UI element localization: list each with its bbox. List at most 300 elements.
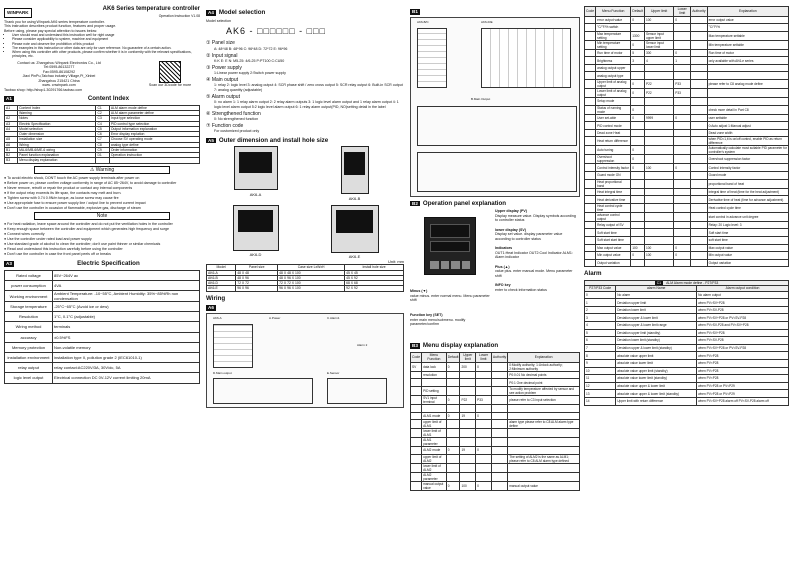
table-cell: Heat derivative time bbox=[596, 196, 631, 204]
table-cell: 100 bbox=[460, 481, 476, 490]
note-item-text: Don't use the controller in case the front panel peels off or breaks bbox=[7, 252, 111, 257]
table-row bbox=[585, 375, 789, 383]
table-cell: Brightness bbox=[596, 57, 631, 65]
table-cell bbox=[585, 172, 596, 180]
table-row bbox=[585, 155, 789, 164]
table-cell bbox=[446, 463, 460, 472]
table-cell: Min temperature settable bbox=[707, 40, 788, 49]
table-row bbox=[585, 329, 789, 337]
table-row bbox=[585, 259, 789, 267]
table-row bbox=[585, 188, 789, 196]
table-cell bbox=[476, 463, 492, 472]
device-images bbox=[206, 146, 404, 259]
table-cell bbox=[476, 386, 492, 395]
warning-item-text: Never remove, retrofit or repair the product or contact any internal components bbox=[7, 185, 133, 190]
table-cell bbox=[707, 89, 788, 98]
table-cell: Upper limit with return difference bbox=[616, 397, 697, 405]
page-title: AK6 Series temperature controller bbox=[102, 6, 200, 12]
table-cell bbox=[691, 40, 707, 49]
table-row bbox=[411, 463, 580, 472]
table-cell bbox=[674, 179, 691, 188]
table-cell: 96 X 96 bbox=[236, 286, 278, 291]
model-option bbox=[206, 94, 404, 109]
wiring-heading: Wiring bbox=[206, 294, 226, 302]
table-cell bbox=[585, 244, 596, 252]
table-cell bbox=[631, 122, 645, 130]
table-cell: accuracy bbox=[5, 332, 53, 342]
qr-code-icon bbox=[159, 61, 181, 83]
table-row bbox=[5, 332, 200, 342]
table-cell bbox=[476, 420, 492, 429]
table-cell bbox=[476, 429, 492, 438]
table-cell: 0 bbox=[631, 114, 645, 122]
table-cell bbox=[585, 179, 596, 188]
table-cell bbox=[446, 420, 460, 429]
table-row bbox=[411, 481, 580, 490]
table-cell: Operation instruction bbox=[109, 153, 199, 158]
table-cell bbox=[109, 158, 199, 163]
option-number: ④ bbox=[206, 77, 211, 84]
table-cell bbox=[491, 463, 507, 472]
table-cell: terminals bbox=[53, 322, 200, 332]
column-header: Code bbox=[411, 353, 422, 363]
table-row bbox=[585, 367, 789, 375]
table-cell bbox=[585, 188, 596, 196]
table-cell bbox=[674, 31, 691, 40]
model-heading: A4 Model selection bbox=[208, 9, 266, 16]
note-item bbox=[4, 242, 200, 246]
table-cell bbox=[585, 57, 596, 65]
table-cell bbox=[631, 212, 645, 221]
column-header: Explanation bbox=[707, 7, 788, 17]
table-cell: integral time of heat (time for the heat adjustment) bbox=[707, 188, 788, 196]
table-cell bbox=[460, 463, 476, 472]
warning-item bbox=[4, 201, 200, 205]
table-row bbox=[5, 312, 200, 322]
table-cell: 4VA bbox=[53, 280, 200, 290]
table-header bbox=[585, 7, 789, 17]
bullet-icon: ● bbox=[4, 190, 8, 195]
bullet-icon: ● bbox=[4, 232, 8, 237]
note-item bbox=[4, 252, 200, 256]
table-cell: Setup mode bbox=[596, 98, 631, 106]
bullet-icon: ● bbox=[4, 175, 8, 180]
table-cell bbox=[411, 481, 422, 490]
table-cell: when PID=1,it is on/off control, enable PID as return difference bbox=[707, 137, 788, 146]
bullet-icon: ● bbox=[4, 227, 8, 232]
company-web[interactable]: www. cnwinpark.com bbox=[42, 83, 76, 88]
table-cell: B3 bbox=[5, 158, 18, 163]
option-detail: 0: no alarm 1: 1 relay alarm output 2: 2 relay alarm outputs 3: 1 logic level alarm output and 1 relay alarm output 4: 1 logic level alarm output 5:2 logic level alarm output 6: 1 relay alarm output(PID, NO)setting detail in the label bbox=[214, 100, 399, 109]
table-cell bbox=[631, 72, 645, 80]
table-cell: °C/°F/% bbox=[707, 24, 788, 32]
table-cell: Input type selection bbox=[109, 116, 199, 121]
table-cell: Panel function explanation bbox=[18, 153, 96, 158]
warning-item-text: If the output relay exceeds its life span, the contacts may melt and burn. bbox=[7, 190, 122, 195]
table-cell: Overshoot suppression factor bbox=[707, 155, 788, 164]
table-cell: 45 X 92 bbox=[345, 275, 404, 280]
table-cell: 0 bbox=[446, 447, 460, 455]
model-option bbox=[206, 40, 404, 51]
table-cell bbox=[96, 158, 109, 163]
table-cell: Content Index bbox=[18, 105, 96, 110]
table-cell: SV1 input terminal bbox=[422, 395, 447, 404]
table-cell: 8 bbox=[585, 352, 616, 360]
table-row bbox=[5, 158, 200, 163]
table-row bbox=[411, 412, 580, 420]
table-cell bbox=[691, 229, 707, 237]
intro-bullet: • Please note and observe the prohibition of this product bbox=[12, 42, 200, 46]
table-cell bbox=[691, 114, 707, 122]
header-block bbox=[4, 6, 200, 18]
notes-list bbox=[4, 222, 200, 256]
menu-heading: B3 Menu display explanation bbox=[412, 342, 499, 350]
table-cell: Error display explation bbox=[109, 132, 199, 137]
table-cell: start control in advance unit degree bbox=[707, 212, 788, 221]
table-cell: PID control mode bbox=[596, 122, 631, 130]
table-cell: 0 bbox=[631, 80, 645, 89]
table-cell bbox=[460, 379, 476, 387]
table-cell bbox=[585, 212, 596, 221]
table-cell: 0:Modify authority; 1:Unlock authority; 2:Minimum authority bbox=[508, 362, 580, 371]
table-cell: Sensor input lower limit bbox=[645, 40, 674, 49]
table-row bbox=[5, 270, 200, 280]
table-cell: Heat control cycle time bbox=[596, 203, 631, 212]
table-cell bbox=[476, 438, 492, 447]
intro-bullet: • The examples in this instruction or other data are only for user reference. No guarantee of a certain action. bbox=[12, 46, 200, 50]
option-detail: For customized product only bbox=[214, 129, 260, 134]
table-row bbox=[585, 72, 789, 80]
table-cell bbox=[674, 98, 691, 106]
table-cell: AK6-B bbox=[207, 275, 236, 280]
table-cell bbox=[411, 463, 422, 472]
table-cell bbox=[645, 64, 674, 72]
table-cell: ALM alarm parameter define bbox=[109, 111, 199, 116]
table-cell bbox=[446, 438, 460, 447]
table-cell: absolute value upper limit (standby) bbox=[616, 367, 697, 375]
table-cell: 13 bbox=[585, 390, 616, 398]
table-cell bbox=[411, 371, 422, 379]
pv-display bbox=[430, 224, 470, 238]
table-cell: C5 bbox=[96, 126, 109, 131]
note-item-text: Connect wires correctly bbox=[7, 232, 45, 237]
option-detail: 0: No strengthened function bbox=[214, 116, 259, 121]
table-cell: To modify temperature affected by sensor and see action problem bbox=[508, 386, 580, 395]
column-header: Upper limit bbox=[645, 7, 674, 17]
table-cell bbox=[446, 379, 460, 387]
panel-buttons bbox=[430, 261, 470, 269]
sv-display bbox=[430, 241, 470, 252]
table-row bbox=[585, 137, 789, 146]
table-cell: Guard mode ON bbox=[596, 172, 631, 180]
callout-indicators: Indicators OUT1:Heat Indicator OUT2:Cool Indicator ALM1: Alarm indicator bbox=[495, 246, 573, 260]
table-cell: when PV<SV-P28 bbox=[697, 306, 789, 314]
note-item bbox=[4, 222, 200, 226]
table-cell: Outer dimension bbox=[18, 132, 96, 137]
table-cell: Resolution bbox=[5, 312, 53, 322]
table-cell bbox=[491, 404, 507, 412]
model-label: Model selection bbox=[206, 18, 231, 23]
warning-item-text: Tighten screw with 0.74 0.9N/m torque, as loose screw may cause fire bbox=[7, 195, 119, 200]
table-cell: 1 bbox=[585, 299, 616, 307]
table-cell: P33 bbox=[476, 395, 492, 404]
table-cell bbox=[585, 105, 596, 114]
menu-table bbox=[410, 352, 580, 490]
table-cell: 0 bbox=[476, 481, 492, 490]
table-cell: 92 X 92 bbox=[345, 286, 404, 291]
table-cell bbox=[631, 196, 645, 204]
table-cell bbox=[585, 40, 596, 49]
table-cell: ALM2 parameter bbox=[422, 472, 447, 481]
column-header: Authority bbox=[491, 353, 507, 363]
callout-set: Function key (SET) enter main menu/submenu. modify parameter/confirm bbox=[410, 313, 466, 327]
option-title: Panel size bbox=[211, 40, 235, 47]
table-cell bbox=[674, 212, 691, 221]
table-cell: 0 bbox=[631, 89, 645, 98]
wiring-diagram-ak6bcde: AK6-B/C AK6-D/E B.Main Output bbox=[410, 17, 580, 197]
table-cell: AK6-D bbox=[207, 281, 236, 286]
table-row bbox=[585, 16, 789, 24]
table-cell bbox=[411, 404, 422, 412]
table-cell: A4 bbox=[5, 126, 18, 131]
table-row bbox=[585, 105, 789, 114]
table-cell: 19 bbox=[460, 447, 476, 455]
column-header: Model bbox=[207, 265, 236, 270]
table-cell: 10 bbox=[585, 367, 616, 375]
table-cell bbox=[674, 122, 691, 130]
table-cell bbox=[691, 24, 707, 32]
table-cell bbox=[585, 72, 596, 80]
option-number: ⑤ bbox=[206, 93, 211, 100]
table-cell bbox=[691, 196, 707, 204]
table-cell: Memory protection bbox=[5, 342, 53, 352]
table-cell: installation type II, pollution grade 2 (IEC61010-1) bbox=[53, 352, 200, 362]
table-cell: Warning bbox=[18, 111, 96, 116]
note-item-text: Use the controller under rated load and power supply bbox=[7, 237, 92, 242]
table-cell bbox=[491, 379, 507, 387]
table-cell: alarm type please refer to C8 ALM alarm type define bbox=[508, 420, 580, 429]
table-cell: Run time of motor bbox=[596, 49, 631, 57]
table-cell bbox=[411, 420, 422, 429]
table-row bbox=[585, 252, 789, 260]
table-cell: ALM2 mode bbox=[422, 447, 447, 455]
table-cell: Min output value bbox=[596, 252, 631, 260]
table-cell: Upper limit of analog output bbox=[596, 80, 631, 89]
device-ak6-b: AK6-B bbox=[310, 146, 400, 200]
table-cell bbox=[446, 454, 460, 463]
table-cell: C4 bbox=[96, 121, 109, 126]
column-panel bbox=[410, 6, 580, 491]
table-cell bbox=[508, 472, 580, 481]
table-cell: Deviation upper limit (standby) bbox=[616, 329, 697, 337]
table-cell bbox=[631, 24, 645, 32]
table-row bbox=[5, 352, 200, 362]
table-cell: 48 X 48 bbox=[236, 270, 278, 275]
table-cell bbox=[476, 371, 492, 379]
table-cell: 100 bbox=[645, 244, 674, 252]
alarm-table bbox=[584, 280, 789, 405]
model-items bbox=[206, 40, 404, 133]
callout-sv: lower display (SV) Display set value. display parameter value according to controller status bbox=[495, 227, 563, 241]
table-cell bbox=[460, 371, 476, 379]
callout-pv: Upper display (PV) Display measure value. Display symbols according to controller status bbox=[495, 209, 576, 223]
table-cell: No alarm bbox=[616, 291, 697, 299]
column-header: Install hole size bbox=[345, 265, 404, 270]
note-item-text: For heat radiation, leave space around the controller and do not put the ventilation holes in the controller bbox=[7, 222, 173, 227]
table-cell bbox=[691, 89, 707, 98]
table-cell: Min output value bbox=[707, 252, 788, 260]
table-cell: manual output value bbox=[508, 481, 580, 490]
option-detail: K:K E: E N: M5-25: 4/6-25 P:PT100 C:CU50 bbox=[214, 58, 285, 63]
table-cell: Deviation upper limit bbox=[616, 299, 697, 307]
taobao-link[interactable]: Taobao shop: http://shop1.30291766.taobao.com bbox=[4, 87, 83, 92]
column-header: Upper limit bbox=[460, 353, 476, 363]
table-cell: analog type define bbox=[109, 142, 199, 147]
table-row bbox=[585, 237, 789, 245]
table-cell: Sensor input upper limit bbox=[645, 31, 674, 40]
table-cell: ALM alarm mode define bbox=[109, 105, 199, 110]
table-cell: Deviation lower limit bbox=[616, 306, 697, 314]
table-row bbox=[585, 172, 789, 180]
warning-item bbox=[4, 196, 200, 200]
table-row bbox=[585, 49, 789, 57]
note-item bbox=[4, 237, 200, 241]
table-cell: 100 bbox=[645, 164, 674, 172]
params-table bbox=[584, 6, 789, 267]
table-cell: C2 bbox=[96, 111, 109, 116]
table-row bbox=[411, 429, 580, 438]
table-cell bbox=[645, 203, 674, 212]
table-row bbox=[411, 472, 580, 481]
column-model bbox=[206, 6, 404, 410]
table-cell bbox=[674, 64, 691, 72]
table-cell bbox=[491, 454, 507, 463]
table-cell: when PV<P28 bbox=[697, 359, 789, 367]
table-cell: Deviation upper & lower limit range bbox=[616, 322, 697, 330]
table-row bbox=[411, 395, 580, 404]
table-cell: 3 bbox=[585, 314, 616, 322]
spec-table bbox=[4, 270, 200, 384]
table-row bbox=[585, 314, 789, 322]
warning-item bbox=[4, 206, 200, 210]
table-cell bbox=[645, 129, 674, 137]
table-cell bbox=[476, 379, 492, 387]
note-item-text: Keep enough space between the controller and equipment which generates high frequency and surge bbox=[7, 227, 170, 232]
table-cell bbox=[691, 57, 707, 65]
table-cell bbox=[491, 429, 507, 438]
table-cell bbox=[645, 137, 674, 146]
column-header: Alarm output condition bbox=[697, 286, 789, 291]
dims-table bbox=[206, 264, 404, 291]
table-cell bbox=[491, 438, 507, 447]
table-cell bbox=[691, 172, 707, 180]
table-cell: 0 bbox=[446, 481, 460, 490]
table-cell: Guard mode bbox=[707, 172, 788, 180]
table-row bbox=[585, 337, 789, 345]
table-cell bbox=[645, 212, 674, 221]
column-header: P27/P33 Code bbox=[585, 286, 616, 291]
column-header: Default bbox=[631, 7, 645, 17]
table-cell: 96 X 96 X 100 bbox=[278, 286, 345, 291]
table-cell: 0 bbox=[631, 146, 645, 155]
bullet-icon: ● bbox=[4, 242, 8, 247]
table-row bbox=[585, 390, 789, 398]
table-cell bbox=[645, 229, 674, 237]
table-cell bbox=[585, 196, 596, 204]
table-cell bbox=[491, 472, 507, 481]
table-cell bbox=[585, 89, 596, 98]
column-header: Case size LxWxH bbox=[278, 265, 345, 270]
table-cell bbox=[411, 412, 422, 420]
table-cell: P22 bbox=[645, 80, 674, 89]
table-cell: Working environment bbox=[5, 291, 53, 302]
table-header bbox=[411, 353, 580, 363]
table-cell bbox=[411, 386, 422, 395]
bullet-icon: ● bbox=[4, 195, 8, 200]
table-cell: 1 bbox=[674, 57, 691, 65]
table-cell: 0 bbox=[476, 412, 492, 420]
table-cell: 48 X 96 bbox=[236, 275, 278, 280]
contents-table bbox=[4, 105, 200, 164]
table-cell: when PV>P28 or PV<P29 bbox=[697, 382, 789, 390]
table-row bbox=[585, 344, 789, 352]
table-row bbox=[585, 196, 789, 204]
table-cell: 19 bbox=[460, 412, 476, 420]
warning-heading: ⚠ Warning bbox=[34, 166, 170, 174]
table-cell: lower limit of ALM2 bbox=[422, 463, 447, 472]
table-cell bbox=[446, 429, 460, 438]
table-cell: Heat control cycle time bbox=[707, 203, 788, 212]
table-cell bbox=[508, 429, 580, 438]
table-cell: when PV>SV+P28 alarm off PV<SV-P28 alarm off bbox=[697, 397, 789, 405]
table-cell bbox=[645, 146, 674, 155]
bullet-icon: ● bbox=[4, 237, 8, 242]
table-cell bbox=[631, 203, 645, 212]
table-cell: Deviation upper & lower limit bbox=[616, 314, 697, 322]
intro-desc: This instruction describes product function, features and proper usage. bbox=[4, 24, 117, 29]
table-row bbox=[411, 404, 580, 412]
note-item bbox=[4, 247, 200, 251]
table-cell bbox=[585, 31, 596, 40]
option-title: Main output bbox=[211, 77, 239, 84]
bullet-icon: ● bbox=[4, 185, 8, 190]
table-cell: 0 bbox=[674, 114, 691, 122]
column-params bbox=[584, 6, 789, 406]
table-row bbox=[5, 373, 200, 383]
table-cell: 12 bbox=[585, 382, 616, 390]
table-cell bbox=[631, 237, 645, 245]
table-cell: 72 X 72 bbox=[236, 281, 278, 286]
table-row bbox=[585, 31, 789, 40]
table-cell bbox=[674, 259, 691, 267]
table-row bbox=[585, 229, 789, 237]
table-cell: Order information bbox=[109, 147, 199, 152]
table-cell bbox=[491, 412, 507, 420]
table-cell: 300 bbox=[645, 49, 674, 57]
table-cell bbox=[508, 412, 580, 420]
table-cell bbox=[691, 259, 707, 267]
manual-version: Operation Instruction V1.08 bbox=[158, 13, 200, 18]
model-code: AK6 - □□□□□□ - □□□ bbox=[226, 26, 326, 37]
table-cell bbox=[645, 259, 674, 267]
table-cell: Dead zone Heat bbox=[596, 129, 631, 137]
table-cell: Output information explanation bbox=[109, 126, 199, 131]
table-cell: P0:0.01 No decimal points bbox=[508, 371, 580, 379]
table-cell: A2 bbox=[5, 116, 18, 121]
table-cell bbox=[585, 80, 596, 89]
table-cell: Electric Specification bbox=[18, 121, 96, 126]
table-cell bbox=[446, 404, 460, 412]
